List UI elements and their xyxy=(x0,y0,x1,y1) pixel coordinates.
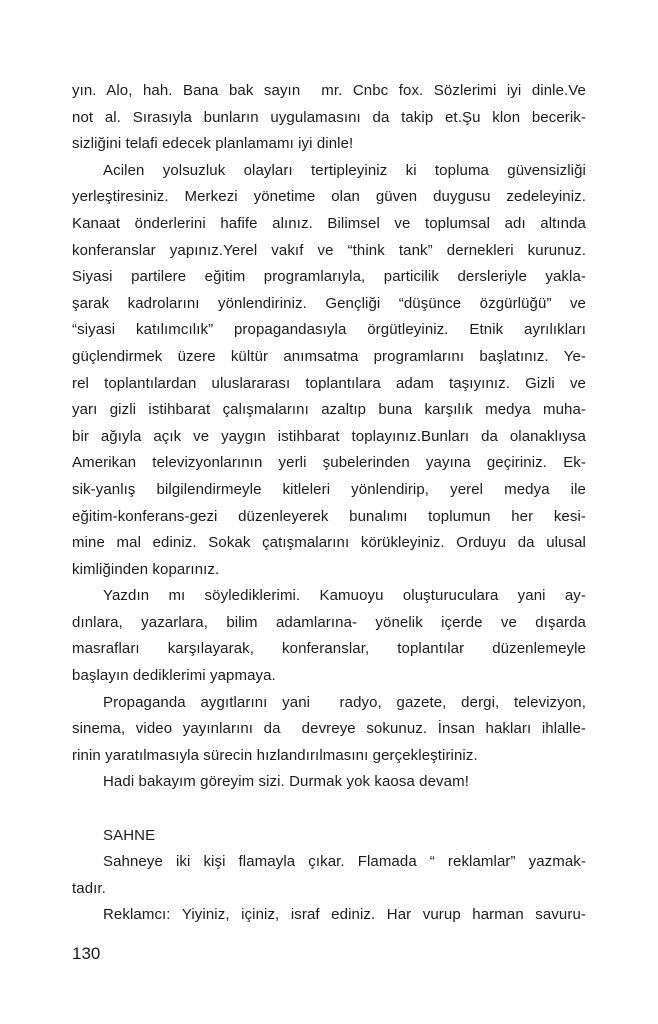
page-number: 130 xyxy=(72,944,101,963)
text-line: sinema, video yayınlarını da devreye sokunuz. İnsan hakları ihlalle- xyxy=(72,720,586,738)
text-line: yerleştiresiniz. Merkezi yönetime olan güven duygusu zedeleyiniz. xyxy=(72,188,586,206)
text-line: “siyasi katılımcılık” propagandasıyla örgütleyiniz. Etnik ayrılıkları xyxy=(72,321,586,339)
text-line: Amerikan televizyonlarının yerli şubelerinden yayına geçiriniz. Ek- xyxy=(72,454,586,472)
page-text-block xyxy=(72,78,586,929)
text-line: Propaganda aygıtlarını yani radyo, gazete, dergi, televizyon, xyxy=(103,693,586,711)
text-line: mine mal ediniz. Sokak çatışmalarını körükleyiniz. Orduyu da ulusal xyxy=(72,534,586,552)
text-line: masrafları karşılayarak, konferanslar, toplantılar düzenlemeyle xyxy=(72,640,586,658)
paragraph-spacer xyxy=(72,796,586,823)
text-line: kimliğinden koparınız. xyxy=(72,560,220,578)
text-line: güçlendirmek üzere kültür anımsatma programlarını başlatınız. Ye- xyxy=(72,347,586,365)
text-line: Hadi bakayım göreyim sizi. Durmak yok kaosa devam! xyxy=(103,773,469,791)
text-line: Kanaat önderlerini hafife alınız. Bilimsel ve toplumsal adı altında xyxy=(72,214,586,232)
text-line: Siyasi partilere eğitim programlarıyla, particilik dersleriyle yakla- xyxy=(72,268,586,286)
text-line: tadır. xyxy=(72,879,106,897)
text-line: Sahneye iki kişi flamayla çıkar. Flamada “ reklamlar” yazmak- xyxy=(103,853,586,871)
text-line: yın. Alo, hah. Bana bak sayın mr. Cnbc fox. Sözlerimi iyi dinle.Ve xyxy=(72,82,586,99)
text-line: Yazdın mı söylediklerimi. Kamuoyu oluşturuculara yani ay- xyxy=(103,587,586,605)
text-line: rinin yaratılmasıyla sürecin hızlandırılmasını gerçekleştiriniz. xyxy=(72,746,478,764)
text-line: sizliğini telafi edecek planlamamı iyi dinle! xyxy=(72,135,354,153)
text-line: dınlara, yazarlara, bilim adamlarına- yönelik içerde ve dışarda xyxy=(72,613,586,631)
text-line: rel toplantılardan uluslararası toplantılara adam taşıyınız. Gizli ve xyxy=(72,374,586,392)
text-line: eğitim-konferans-gezi düzenleyerek bunalımı toplumun her kesi- xyxy=(72,507,586,525)
text-line: Acilen yolsuzluk olayları tertipleyiniz ki topluma güvensizliği xyxy=(103,161,586,179)
text-line: sik-yanlış bilgilendirmeyle kitleleri yönlendirip, yerel medya ile xyxy=(72,480,586,498)
text-line: başlayın dediklerimi yapmaya. xyxy=(72,667,276,685)
text-line: yarı gizli istihbarat çalışmalarını azaltıp buna karşılık medya muha- xyxy=(72,401,586,419)
text-line: bir ağıyla açık ve yaygın istihbarat toplayınız.Bunları da olanaklıysa xyxy=(72,427,586,445)
text-line: SAHNE xyxy=(103,826,156,844)
text-line: konferanslar yapınız.Yerel vakıf ve “think tank” dernekleri kurunuz. xyxy=(72,241,586,259)
text-line: şarak kadrolarını yönlendiriniz. Gençliği “düşünce özgürlüğü” ve xyxy=(72,294,586,312)
text-line: not al. Sırasıyla bunların uygulamasını da takip et.Şu klon becerik- xyxy=(72,108,586,126)
text-line: Reklamcı: Yiyiniz, içiniz, israf ediniz. Har vurup harman savuru- xyxy=(103,906,586,924)
